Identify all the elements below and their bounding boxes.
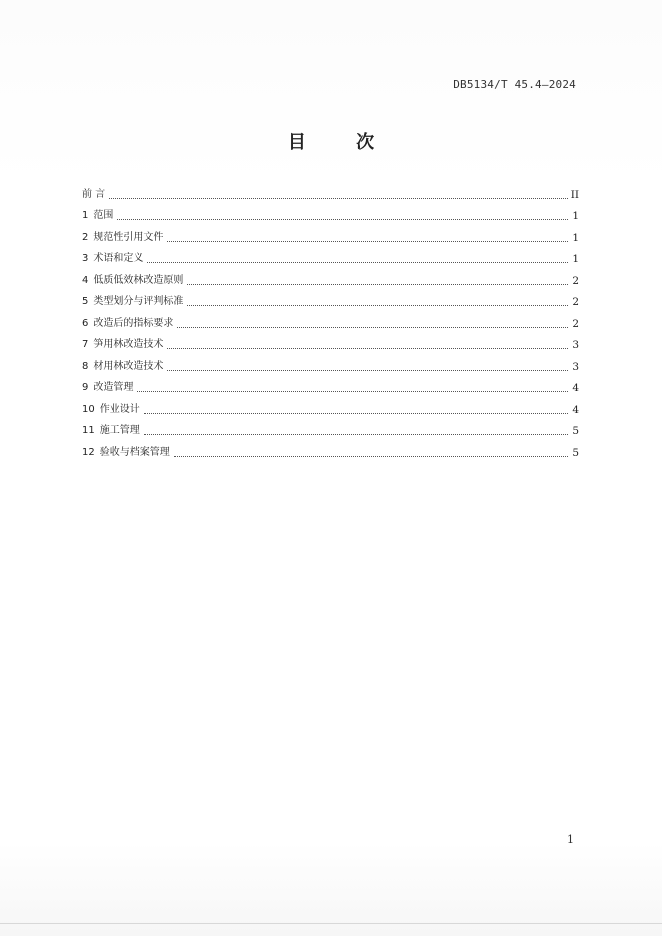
scan-bottom-edge — [0, 923, 662, 924]
toc-entry-text: 前 言 — [82, 188, 106, 200]
toc-entry-text: 笋用林改造技术 — [93, 339, 164, 350]
toc-entry-page: 1 — [572, 231, 579, 244]
toc-entry-label — [82, 209, 113, 223]
toc-entry-7[interactable] — [82, 331, 579, 353]
toc-entry-11[interactable] — [82, 417, 579, 439]
toc-entry-number: 12 — [82, 446, 95, 458]
toc-leader-dots — [174, 456, 568, 457]
toc-leader-dots — [144, 413, 568, 414]
toc-entry-label — [82, 231, 163, 245]
toc-leader-dots — [177, 327, 568, 328]
page-title: 目 次 — [287, 132, 397, 153]
toc-leader-dots — [167, 241, 568, 242]
toc-entry-page: 4 — [572, 403, 579, 416]
toc-entry-label — [82, 381, 133, 395]
toc-entry-text: 作业设计 — [99, 403, 140, 415]
toc-entry-number: 5 — [82, 296, 89, 307]
toc-entry-12[interactable] — [82, 438, 579, 460]
toc-entry-text: 范围 — [93, 210, 114, 221]
toc-entry-text: 低质低效林改造原则 — [93, 274, 184, 286]
toc-entry-text: 规范性引用文件 — [93, 231, 164, 243]
toc-entry-page: 3 — [572, 360, 579, 373]
toc-entry-number: 11 — [82, 425, 95, 436]
toc-entry-number: 4 — [82, 274, 89, 286]
toc-entry-5[interactable] — [82, 288, 579, 310]
toc-entry-label — [82, 338, 163, 352]
toc-entry-page: 5 — [572, 446, 579, 459]
toc-entry-number: 9 — [82, 382, 89, 393]
toc-entry-number: 2 — [82, 231, 89, 243]
toc-leader-dots — [117, 219, 568, 220]
toc-entry-number: 6 — [82, 317, 89, 329]
toc-entry-text: 改造管理 — [93, 382, 134, 393]
page-number: 1 — [567, 833, 574, 846]
toc-entry-page: 1 — [572, 253, 579, 265]
toc-entry-page: II — [570, 188, 579, 201]
toc-entry-foreword[interactable] — [82, 180, 579, 202]
toc-entry-text: 材用林改造技术 — [93, 360, 164, 372]
toc-entry-label — [82, 188, 105, 202]
toc-entry-1[interactable] — [82, 202, 579, 224]
toc-entry-text: 术语和定义 — [93, 253, 144, 264]
toc-leader-dots — [147, 262, 568, 263]
toc-entry-number: 8 — [82, 360, 89, 372]
toc-leader-dots — [167, 370, 568, 371]
toc-entry-label — [82, 360, 163, 374]
toc-leader-dots — [187, 305, 568, 306]
standard-code: DB5134/T 45.4—2024 — [453, 78, 576, 91]
toc-entry-label — [82, 403, 140, 417]
toc-entry-page: 2 — [572, 274, 579, 287]
toc-entry-label — [82, 252, 143, 266]
toc-leader-dots — [137, 391, 568, 392]
toc-entry-page: 1 — [572, 210, 579, 222]
toc-entry-page: 4 — [572, 382, 579, 394]
toc-leader-dots — [109, 198, 568, 199]
toc-entry-page: 2 — [572, 317, 579, 330]
toc-entry-text: 验收与档案管理 — [99, 446, 170, 458]
toc-entry-number: 7 — [82, 339, 89, 350]
toc-entry-4[interactable] — [82, 266, 579, 288]
toc-entry-label — [82, 317, 173, 331]
toc-entry-8[interactable] — [82, 352, 579, 374]
toc-entry-9[interactable] — [82, 374, 579, 396]
toc-entry-6[interactable] — [82, 309, 579, 331]
toc-entry-3[interactable] — [82, 245, 579, 267]
toc-entry-label — [82, 274, 183, 288]
toc-leader-dots — [167, 348, 568, 349]
toc-leader-dots — [144, 434, 568, 435]
table-of-contents — [82, 180, 579, 460]
toc-entry-2[interactable] — [82, 223, 579, 245]
toc-entry-text: 改造后的指标要求 — [93, 317, 174, 329]
toc-entry-page: 5 — [572, 425, 579, 437]
toc-entry-label — [82, 446, 170, 460]
toc-entry-10[interactable] — [82, 395, 579, 417]
toc-entry-label — [82, 295, 183, 309]
toc-entry-page: 2 — [572, 296, 579, 308]
toc-entry-number: 1 — [82, 210, 89, 221]
toc-entry-text: 类型划分与评判标准 — [93, 296, 184, 307]
toc-leader-dots — [187, 284, 568, 285]
toc-entry-page: 3 — [572, 339, 579, 351]
toc-entry-number: 10 — [82, 403, 95, 415]
toc-entry-text: 施工管理 — [99, 425, 140, 436]
toc-entry-number: 3 — [82, 253, 89, 264]
toc-entry-label — [82, 424, 140, 438]
